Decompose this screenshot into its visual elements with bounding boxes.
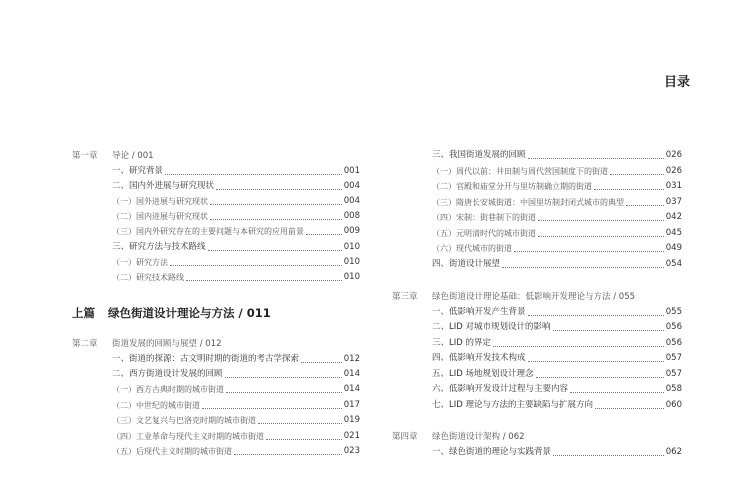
toc-entry[interactable] <box>392 368 682 381</box>
entry-page: 008 <box>343 211 360 221</box>
toc-entry[interactable] <box>392 306 682 319</box>
leader-dots <box>186 280 342 281</box>
entry-page: 060 <box>665 400 682 410</box>
leader-dots <box>528 361 664 362</box>
entry-page: 057 <box>665 369 682 379</box>
toc-entry[interactable] <box>392 321 682 334</box>
entry-page: 009 <box>343 226 360 236</box>
entry-title: （一）周代以前：井田制与周代营国制度下的街道 <box>432 167 608 176</box>
chapter-label: 第三章 <box>392 292 418 302</box>
part-label: 上篇 <box>72 306 95 320</box>
chapter-page: / 012 <box>197 339 222 349</box>
entry-title: （三）隋唐长安城街道：中国里坊制封闭式城市的典型 <box>432 198 624 207</box>
chapter-2-heading[interactable] <box>72 337 360 351</box>
toc-entry[interactable] <box>72 271 360 284</box>
entry-title: （六）现代城市的街道 <box>432 244 512 253</box>
toc-entry[interactable] <box>392 149 682 162</box>
chapter-label: 第二章 <box>72 339 98 349</box>
leader-dots <box>216 189 342 190</box>
chapter-1-heading[interactable] <box>72 149 360 163</box>
entry-title: 二、LID 对城市规划设计的影响 <box>432 322 551 332</box>
entry-title: （二）研究技术路线 <box>112 273 184 282</box>
leader-dots <box>234 454 342 455</box>
entry-title: 七、LID 理论与方法的主要缺陷与扩展方向 <box>432 400 593 410</box>
chapter-page: / 062 <box>500 432 525 442</box>
toc-entry[interactable] <box>392 383 682 396</box>
entry-page: 023 <box>343 446 360 456</box>
toc-entry[interactable] <box>392 242 682 255</box>
toc-entry[interactable] <box>72 165 360 178</box>
entry-page: 037 <box>665 197 682 207</box>
entry-page: 004 <box>343 196 360 206</box>
toc-entry[interactable] <box>392 196 682 209</box>
toc-entry[interactable] <box>392 446 682 459</box>
leader-dots <box>536 377 664 378</box>
entry-title: 四、街道设计展望 <box>432 259 501 269</box>
entry-page: 021 <box>343 431 360 441</box>
entry-title: 一、街道的探源：古文明时期的街道的考古学探索 <box>112 354 300 364</box>
entry-title: （二）中世纪的城市街道 <box>112 401 200 410</box>
toc-entry[interactable] <box>72 180 360 193</box>
entry-page: 056 <box>665 338 682 348</box>
entry-title: 六、低影响开发设计过程与主要内容 <box>432 384 569 394</box>
toc-entry[interactable] <box>72 414 360 427</box>
toc-entry[interactable] <box>392 337 682 350</box>
leader-dots <box>225 377 342 378</box>
entry-title: （一）国外进展与研究现状 <box>112 197 208 206</box>
entry-page: 056 <box>665 322 682 332</box>
entry-title: 一、绿色街道的理论与实践背景 <box>432 447 552 457</box>
entry-page: 026 <box>665 150 682 160</box>
entry-page: 010 <box>343 272 360 282</box>
entry-title: （一）研究方法 <box>112 258 168 267</box>
leader-dots <box>301 362 342 363</box>
chapter-title: 绿色街道设计理论基础：低影响开发理论与方法 <box>432 292 611 302</box>
toc-entry[interactable] <box>72 430 360 443</box>
part-title: 绿色街道设计理论与方法 <box>108 306 235 320</box>
toc-entry[interactable] <box>392 165 682 178</box>
leader-dots <box>528 315 664 316</box>
toc-entry[interactable] <box>72 195 360 208</box>
leader-dots <box>595 408 664 409</box>
chapter-title: 绿色街道设计架构 <box>432 432 501 442</box>
chapter-title: 导论 <box>112 151 130 161</box>
toc-entry[interactable] <box>72 210 360 223</box>
entry-page: 004 <box>343 181 360 191</box>
entry-title: 四、低影响开发技术构成 <box>432 353 526 363</box>
entry-page: 026 <box>665 166 682 176</box>
entry-title: （三）国内外研究存在的主要问题与本研究的应用前景 <box>112 227 304 236</box>
leader-dots <box>514 251 664 252</box>
entry-title: 二、国内外进展与研究现状 <box>112 181 215 191</box>
leader-dots <box>202 408 342 409</box>
entry-page: 014 <box>343 369 360 379</box>
leader-dots <box>594 189 664 190</box>
entry-page: 058 <box>665 384 682 394</box>
entry-title: （五）后现代主义时期的城市街道 <box>112 447 232 456</box>
toc-entry[interactable] <box>72 445 360 458</box>
toc-entry[interactable] <box>72 256 360 269</box>
chapter-3-heading[interactable] <box>392 290 682 304</box>
leader-dots <box>610 174 664 175</box>
leader-dots <box>208 250 342 251</box>
toc-entry[interactable] <box>72 353 360 366</box>
entry-title: （二）国内进展与研究现状 <box>112 212 208 221</box>
leader-dots <box>170 265 342 266</box>
entry-page: 019 <box>343 415 360 425</box>
entry-page: 010 <box>343 242 360 252</box>
leader-dots <box>553 330 664 331</box>
toc-entry[interactable] <box>72 368 360 381</box>
entry-title: （四）工业革命与现代主义时期的城市街道 <box>112 432 264 441</box>
entry-title: （四）宋制：街巷制下的街道 <box>432 213 536 222</box>
chapter-page: / 055 <box>611 292 636 302</box>
leader-dots <box>528 158 664 159</box>
toc-entry[interactable] <box>72 241 360 254</box>
part-1-heading[interactable] <box>72 305 360 321</box>
chapter-page: / 001 <box>129 151 154 161</box>
entry-title: 一、低影响开发产生背景 <box>432 307 526 317</box>
chapter-label: 第一章 <box>72 151 98 161</box>
toc-entry[interactable] <box>392 399 682 412</box>
entry-title: （二）官殿和庙堂分开与里坊制确立期的街道 <box>432 182 592 191</box>
entry-title: 二、西方街道设计发展的回顾 <box>112 369 223 379</box>
leader-dots <box>210 204 342 205</box>
entry-page: 049 <box>665 243 682 253</box>
entry-page: 054 <box>665 259 682 269</box>
chapter-title: 街道发展的回顾与展望 <box>112 339 198 349</box>
entry-page: 010 <box>343 257 360 267</box>
leader-dots <box>165 174 342 175</box>
toc-entry[interactable] <box>72 399 360 412</box>
chapter-label: 第四章 <box>392 432 418 442</box>
entry-title: （三）文艺复兴与巴洛克时期的城市街道 <box>112 416 256 425</box>
entry-title: 五、LID 场地规划设计理念 <box>432 369 534 379</box>
entry-title: （五）元明清时代的城市街道 <box>432 229 536 238</box>
leader-dots <box>538 220 664 221</box>
entry-page: 001 <box>343 166 360 176</box>
entry-page: 045 <box>665 228 682 238</box>
leader-dots <box>553 455 664 456</box>
leader-dots <box>306 234 342 235</box>
entry-title: 一、研究背景 <box>112 166 164 176</box>
leader-dots <box>502 267 664 268</box>
leader-dots <box>226 392 342 393</box>
leader-dots <box>210 219 342 220</box>
leader-dots <box>626 205 664 206</box>
toc-entry[interactable] <box>392 258 682 271</box>
entry-page: 057 <box>665 353 682 363</box>
leader-dots <box>266 439 342 440</box>
toc-entry[interactable] <box>72 383 360 396</box>
entry-page: 031 <box>665 181 682 191</box>
entry-page: 012 <box>343 354 360 364</box>
toc-entry[interactable] <box>392 227 682 240</box>
entry-page: 017 <box>343 400 360 410</box>
chapter-4-heading[interactable] <box>392 430 682 444</box>
entry-title: 三、我国街道发展的回顾 <box>432 150 526 160</box>
entry-page: 062 <box>665 447 682 457</box>
entry-page: 014 <box>343 384 360 394</box>
entry-page: 055 <box>665 307 682 317</box>
leader-dots <box>258 423 342 424</box>
leader-dots <box>570 392 664 393</box>
entry-page: 042 <box>665 212 682 222</box>
leader-dots <box>538 236 664 237</box>
toc-entry[interactable] <box>72 225 360 238</box>
entry-title: 三、LID 的界定 <box>432 338 491 348</box>
leader-dots <box>493 346 664 347</box>
toc-entry[interactable] <box>392 352 682 365</box>
entry-title: 三、研究方法与技术路线 <box>112 242 206 252</box>
toc-entry[interactable] <box>392 180 682 193</box>
part-page: / 011 <box>235 306 271 320</box>
toc-entry[interactable] <box>392 211 682 224</box>
entry-title: （一）西方古典时期的城市街道 <box>112 385 224 394</box>
page-title: 目录 <box>664 75 691 90</box>
